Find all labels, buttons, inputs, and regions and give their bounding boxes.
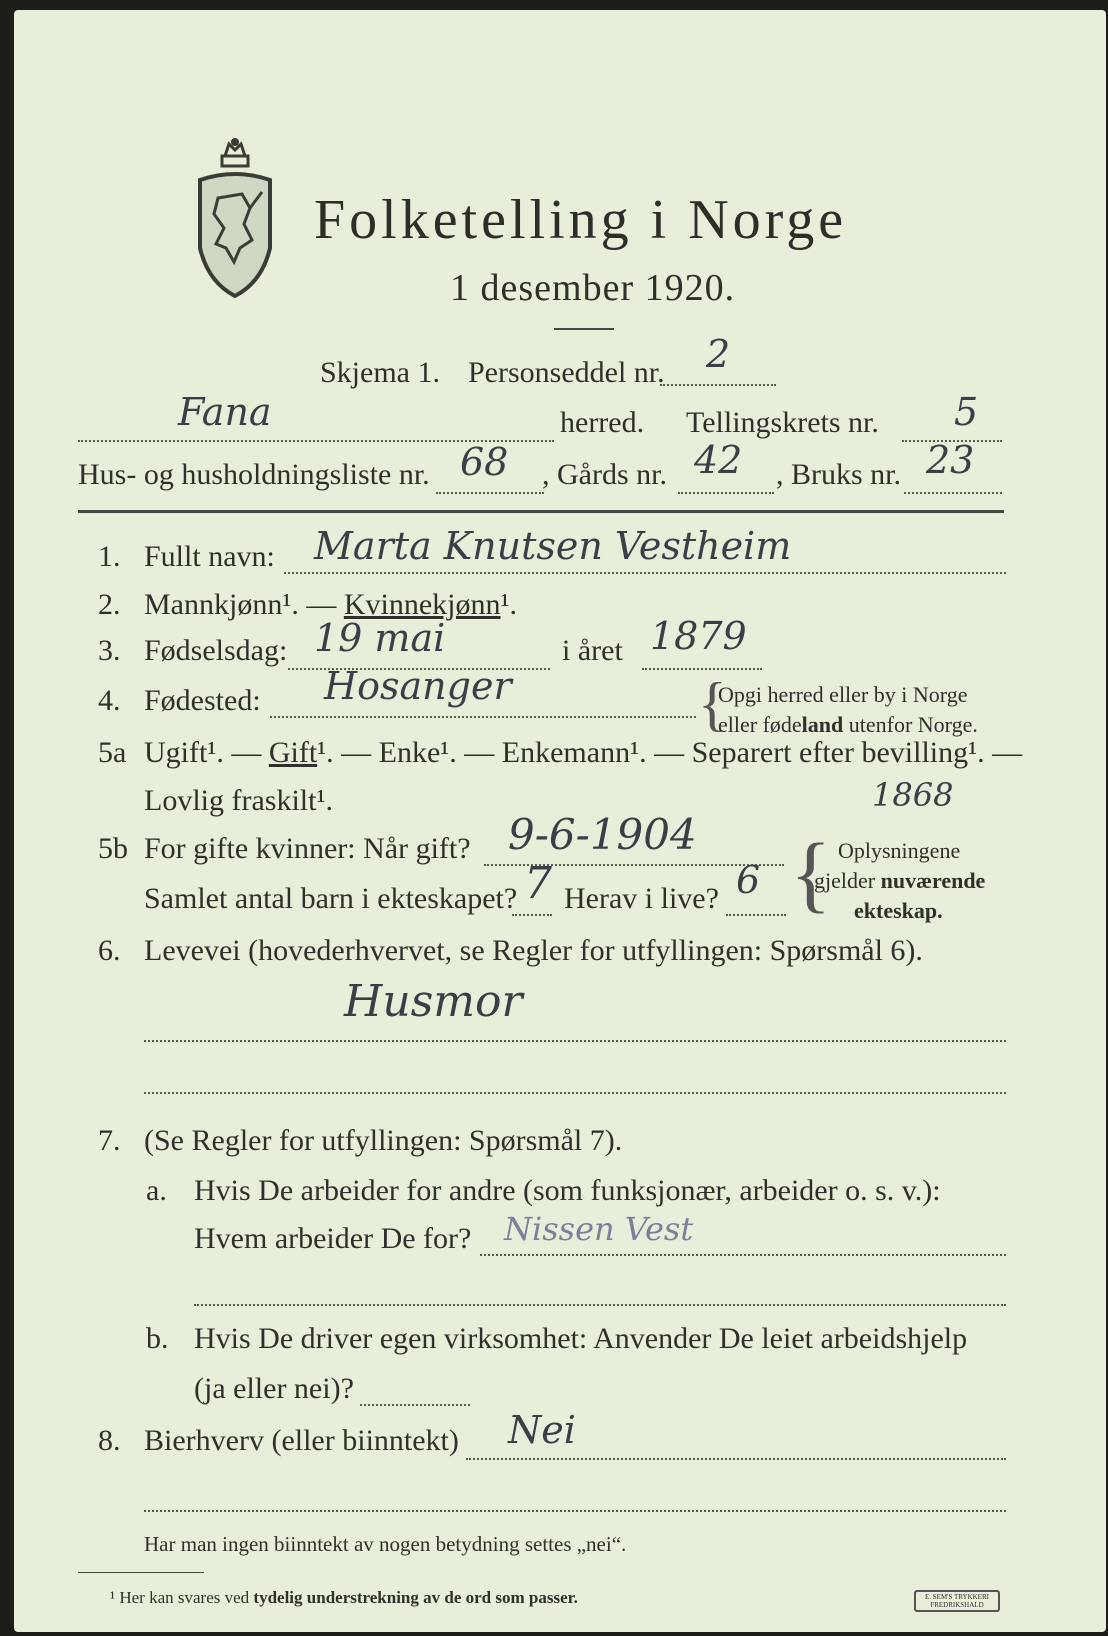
personseddel-value: 2: [706, 332, 731, 376]
q7a-question: Hvem arbeider De for?: [194, 1222, 472, 1255]
q5b-note-line3: ekteskap.: [854, 898, 943, 923]
q3-year-value: 1879: [650, 614, 747, 658]
q5b-alive-value: 6: [736, 858, 761, 902]
q7b-text: Hvis De driver egen virksomhet: Anvender De leiet arbeidshjelp: [194, 1322, 968, 1355]
q6-value: Husmor: [344, 976, 523, 1027]
printer-stamp: E. SEM'S TRYKKERI FREDRIKSHALD: [914, 1590, 1000, 1612]
bruks-label: , Bruks nr.: [776, 458, 902, 491]
q7a-letter: a.: [146, 1174, 167, 1207]
census-form-sheet: [14, 10, 1106, 1632]
tellingskrets-value: 5: [954, 390, 979, 434]
gards-value: 42: [694, 438, 743, 482]
gards-label: , Gårds nr.: [542, 458, 667, 491]
q4-number: 4.: [98, 684, 121, 717]
q3-year-label: i året: [562, 634, 623, 667]
form-title: Folketelling i Norge: [314, 189, 848, 251]
footnote: ¹ Her kan svares ved tydelig understrekning av de ord som passer.: [110, 1588, 578, 1607]
q5b-children-value: 7: [524, 858, 552, 909]
q6-number: 6.: [98, 934, 121, 967]
q7a-text: Hvis De arbeider for andre (som funksjonær, arbeider o. s. v.):: [194, 1174, 941, 1207]
q5b-note-line2: gjelder nuværende: [814, 868, 986, 893]
q1-value: Marta Knutsen Vestheim: [314, 524, 792, 568]
q5a-gift-underlined: Gift: [268, 736, 318, 769]
footer-note: Har man ingen biinntekt av nogen betydning settes „nei“.: [144, 1532, 627, 1556]
q4-note-line2: eller fødeland utenfor Norge.: [718, 712, 978, 737]
q2-kvinnekjonn-underlined: Kvinnekjønn: [343, 588, 501, 621]
bruks-value: 23: [926, 438, 975, 482]
q3-label: Fødselsdag:: [144, 634, 288, 667]
husliste-value: 68: [460, 440, 509, 484]
q7-number: 7.: [98, 1124, 121, 1157]
q7a-value: Nissen Vest: [504, 1210, 694, 1248]
census-date: 1 desember 1920.: [450, 267, 736, 309]
q5a-line2: Lovlig fraskilt¹.: [144, 784, 333, 817]
q8-label: Bierhverv (eller biinntekt): [144, 1424, 459, 1457]
husliste-label: Hus- og husholdningsliste nr.: [78, 458, 430, 491]
header-divider: [78, 510, 1004, 513]
q4-label: Fødested:: [144, 684, 261, 717]
herred-value: Fana: [178, 390, 272, 434]
q5b-value: 9-6-1904: [508, 810, 697, 859]
q1-number: 1.: [98, 540, 121, 573]
q6-label: Levevei (hovederhvervet, se Regler for utfyllingen: Spørsmål 6).: [144, 934, 923, 967]
footnote-rule: [78, 1572, 204, 1573]
q5a-label: Ugift¹. — Gift¹. — Enke¹. — Enkemann¹. — Separert efter bevilling¹. —: [144, 736, 1023, 769]
q5b-note-line1: Oplysningene: [838, 838, 961, 863]
q3-value: 19 mai: [314, 616, 446, 660]
herred-label: herred.: [560, 406, 645, 439]
tellingskrets-label: Tellingskrets nr.: [686, 406, 879, 439]
coat-of-arms-icon: [192, 136, 278, 302]
title-divider: [554, 328, 614, 330]
q5b-number: 5b: [98, 832, 128, 865]
q8-number: 8.: [98, 1424, 121, 1457]
q7b-question: (ja eller nei)?: [194, 1372, 354, 1405]
q5b-children-label: Samlet antal barn i ekteskapet?: [144, 882, 518, 915]
q5b-brace: {: [790, 825, 832, 921]
q5a-number: 5a: [98, 736, 127, 769]
q2-label: Mannkjønn¹. — Kvinnekjønn¹.: [144, 588, 517, 621]
q3-number: 3.: [98, 634, 121, 667]
q5b-alive-label: Herav i live?: [564, 882, 719, 915]
q4-value: Hosanger: [324, 664, 512, 708]
q4-brace: {: [698, 671, 727, 737]
q1-label: Fullt navn:: [144, 540, 275, 573]
q7-label: (Se Regler for utfyllingen: Spørsmål 7).: [144, 1124, 623, 1157]
q2-number: 2.: [98, 588, 121, 621]
q5a-margin-note: 1868: [872, 776, 954, 814]
personseddel-label: Personseddel nr.: [468, 356, 665, 389]
schema-label: Skjema 1.: [320, 356, 440, 389]
q7b-letter: b.: [146, 1322, 169, 1355]
q8-value: Nei: [508, 1408, 576, 1452]
q5b-label: For gifte kvinner: Når gift?: [144, 832, 471, 865]
q4-note-line1: Opgi herred eller by i Norge: [718, 682, 968, 707]
